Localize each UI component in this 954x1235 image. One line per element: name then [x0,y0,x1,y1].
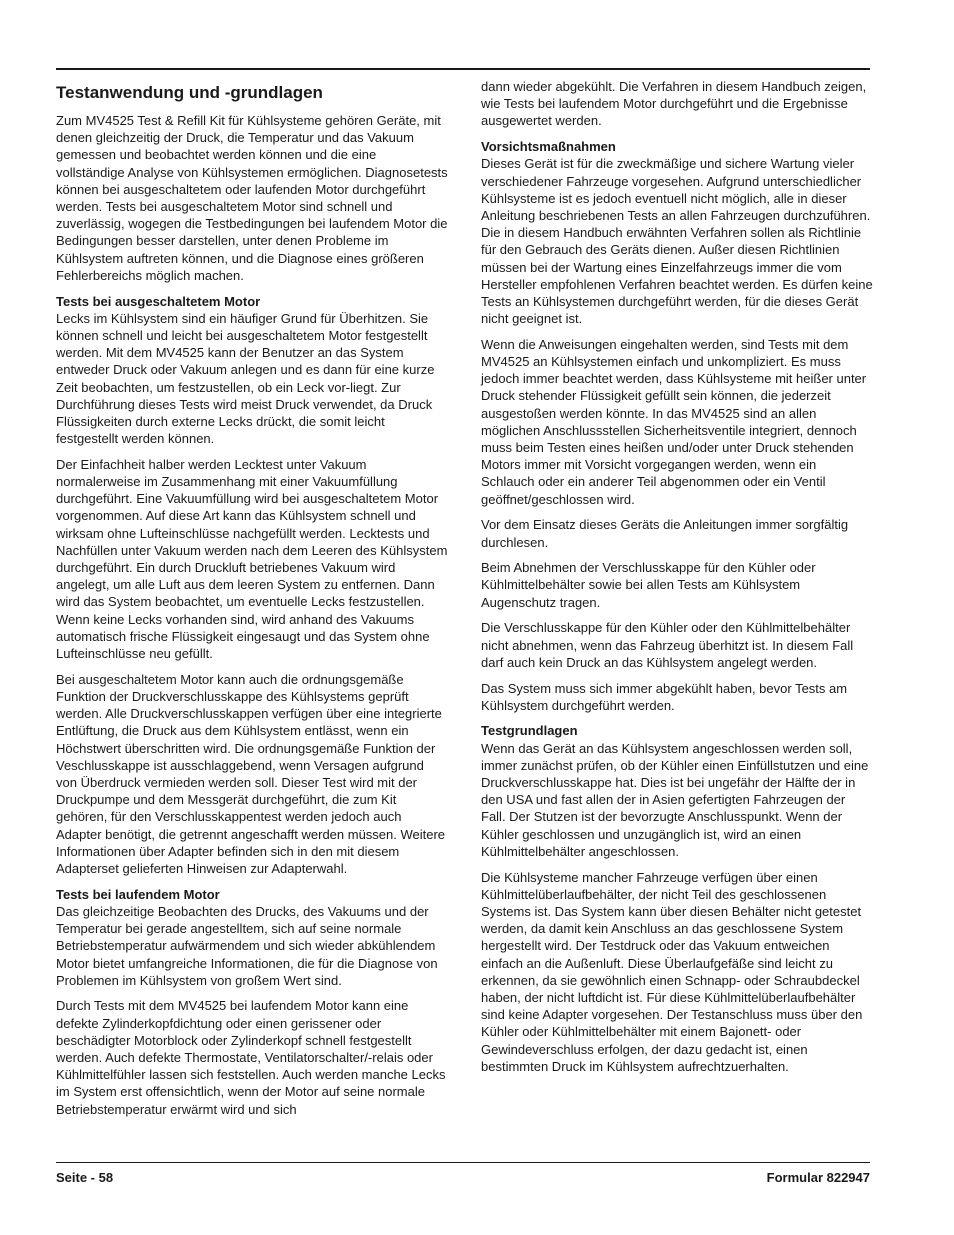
paragraph-continuation: dann wieder abgekühlt. Die Verfahren in diesem Handbuch zeigen, wie Tests bei laufendem Motor durchgeführt und die Ergebnisse ausgewertet werden. [481,79,867,129]
subheading-engine-off: Tests bei ausgeschaltetem Motor [56,293,261,309]
paragraph-precautions [481,138,873,327]
paragraph-test-basics [481,722,873,860]
paragraph-engine-off [56,293,448,448]
paragraph-running-tests: Durch Tests mit dem MV4525 bei laufendem Motor kann eine defekte Zylinderkopfdichtung oder einen gerissener oder beschädigter Motorblock oder Zylinderkopf schnell festgestellt werden. Auch defekte Thermostate, Ventilatorschalter/-relais oder Kühlmittelfühler lassen sich feststellen. Auch werden manche Lecks im System erst offensichtlich, wenn der Motor auf seine normale Betriebstemperatur erwärmt wird und sich [56,998,446,1117]
paragraph-text: Lecks im Kühlsystem sind ein häufiger Grund für Überhitzen. Sie können schnell und leicht bei ausgeschaltetem Motor festgestellt werden. Mit dem MV4525 kann der Benutzer an das System entweder Druck oder Vakuum anlegen und es dann für eine kurze Zeit beobachten, um festzustellen, ob ein Leck vor-liegt. Zur Durchführung dieses Tests wird meist Druck verwendet, da Druck Flüssigkeiten durch externe Lecks drückt, die somit leicht festgestellt werden können. [56,310,435,447]
paragraph-eye-protection: Beim Abnehmen der Verschlusskappe für den Kühler oder Kühlmittelbehälter sowie bei allen Tests am Kühlsystem Augenschutz tragen. [481,560,816,610]
form-number: Formular 822947 [766,1170,870,1185]
paragraph-pressure-cap: Bei ausgeschaltetem Motor kann auch die ordnungsgemäße Funktion der Druckverschlusskappe des Kühlsystems geprüft werden. Alle Druckverschlusskappen verfügen über eine integrierte Entlüftung, die Druck aus dem Kühlsystem entlässt, wenn ein Höchstwert überschritten wird. Die ordnungsgemäße Funktion der Veschlusskappe ist ausschlaggebend, wenn Versagen aufgrund von Überdruck vermieden werden soll. Dieser Test wird mit der Druckpumpe und dem Messgerät durchgeführt, die zum Kit gehören, für den Verschlusskappentest werden jedoch auch Adapter benötigt, die getrennt angeschafft werden müssen. Weitere Informationen über Adapter befinden sich in den mit diesem Adapterset gelieferten Hinweisen zur Adapterwahl. [56,671,446,877]
top-rule [56,68,870,70]
paragraph-engine-running [56,886,448,989]
paragraph-text: Wenn das Gerät an das Kühlsystem angeschlossen werden soll, immer zunächst prüfen, ob der Kühler einen Einfüllstutzen und eine Druckverschlusskappe hat. Dies ist bei ungefähr der Hälfte der in den USA und fast allen der in Asien gefertigten Fahrzeugen der Fall. Der Stutzen ist der bevorzugte Anschlusspunkt. Wenn der Kühler geschlossen und unzugänglich ist, wird an einen Kühlmittelbehälter angeschlossen. [481,740,869,859]
right-column [481,78,873,1083]
subheading-precautions: Vorsichtsmaßnahmen [481,139,616,155]
section-heading: Testanwendung und -grundlagen [56,83,323,102]
paragraph-text: Dieses Gerät ist für die zweckmäßige und sichere Wartung vieler verschiedener Fahrzeuge vorgesehen. Aufgrund unterschiedlicher Kühlsysteme ist es jedoch eventuell nicht möglich, alle in dieser Anleitung beschriebenen Tests an allen Fahrzeugen durchzuführen. Die in diesem Handbuch erwähnten Verfahren sollen als Richtlinie für den Gebrauch des Geräts dienen. Außer diesen Richtlinien müssen bei der Wartung eines Einzelfahrzeugs immer die vom Hersteller empfohlenen Verfahren beachtet werden. Es dürfen keine Tests an Kühlsystemen durchgeführt werden, für die dieses Gerät nicht geeignet ist. [481,156,873,327]
left-column [56,78,448,1126]
paragraph-read-instructions: Vor dem Einsatz dieses Geräts die Anleitungen immer sorgfältig durchlesen. [481,517,849,550]
page-number: Seite - 58 [56,1170,114,1185]
intro-paragraph: Zum MV4525 Test & Refill Kit für Kühlsysteme gehören Geräte, mit denen gleichzeitig der Druck, die Temperatur und das Vakuum gemessen und beobachtet werden können und die eine vollständige Analyse von Kühlsystemen ermöglichen. Diagnosetests können bei ausgeschaltetem oder laufenden Motor durchgeführt werden. Tests bei ausgeschaltetem Motor sind schnell und zuverlässig, wogegen die Testbedingungen bei laufendem Motor die Bedingungen besser darstellen, unter denen Probleme im Kühlsystem auftreten können, und die Diagnose eines größeren Fehlerbereichs möglich machen. [56,113,448,283]
paragraph-overflow-tank: Die Kühlsysteme mancher Fahrzeuge verfügen über einen Kühlmittelüberlaufbehälter, der nicht Teil des geschlossenen Systems ist. Das System kann über diesen Behälter nicht getestet werden, da damit kein Anschluss an das geschlossene System hergestellt wird. Der Testdruck oder das Vakuum entweichen einfach an die Außenluft. Diese Überlaufgefäße sind leicht zu erkennen, da sie gewöhnlich einen Schnapp- oder Schraubdeckel haben, der nicht luftdicht ist. Für diese Kühlmittelüberlaufbehälter sind keine Adapter vorgesehen. Der Testanschluss muss über den Kühler oder Kühlmittelbehälter mit einem Bajonett- oder Gewindeverschluss erfolgen, der dazu gedacht ist, einen bestimmten Druck im Kühlsystem aufrechtzuerhalten. [481,869,863,1074]
paragraph-overheated: Die Verschlusskappe für den Kühler oder den Kühlmittelbehälter nicht abnehmen, wenn das Fahrzeug überhitzt ist. In diesem Fall darf auch kein Druck an das Kühlsystem angelegt werden. [481,620,854,670]
paragraph-text: Das gleichzeitige Beobachten des Drucks, des Vakuums und der Temperatur bei gerade angestelltem, sich auf seine normale Betriebstemperatur aufwärmendem und sich wieder abkühlendem Motor bietet umfangreiche Informationen, die für die Diagnose von Problemen im Kühlsystem von großem Wert sind. [56,903,438,988]
subheading-engine-running: Tests bei laufendem Motor [56,886,220,902]
paragraph-instructions: Wenn die Anweisungen eingehalten werden, sind Tests mit dem MV4525 an Kühlsystemen einfach und unkompliziert. Es muss jedoch immer beachtet werden, dass Kühlsysteme mit heißer unter Druck stehender Flüssigkeit gefüllt sein können, die jederzeit ausgestoßen werden könnte. In das MV4525 sind an allen möglichen Anschlussstellen Sicherheitsventile integriert, dennoch muss beim Testen eines heißen und/oder unter Druck stehenden Motors immer mit Vorsicht vorgegangen werden, wenn ein Schlauch oder ein anderer Teil abgenommen oder ein Ventil geöffnet/geschlossen wird. [481,336,867,507]
subheading-test-basics: Testgrundlagen [481,723,578,739]
paragraph-cooled: Das System muss sich immer abgekühlt haben, bevor Tests am Kühlsystem durchgeführt werden. [481,680,848,713]
paragraph-vacuum: Der Einfachheit halber werden Lecktest unter Vakuum normalerweise im Zusammenhang mit einer Vakuumfüllung durchgeführt. Eine Vakuumfüllung wird bei ausgeschaltetem Motor vorgenommen. Auf diese Art kann das Kühlsystem schnell und wirksam ohne Lufteinschlüsse nachgefüllt werden. Lecktests und Nachfüllen unter Vakuum werden nach dem Leeren des Kühlsystem durchgeführt. Ein durch Druckluft betriebenes Vakuum wird angelegt, um alle Luft aus dem leeren System zu entfernen. Dann wird das System beobachtet, um eventuelle Lecks festzustellen. Wenn keine Lecks vorhanden sind, wird anhand des Vakuums automatisch frische Flüssigkeit eingesaugt und das System ohne Lufteinschlüsse neu gefüllt. [56,456,448,662]
bottom-rule [56,1162,870,1163]
